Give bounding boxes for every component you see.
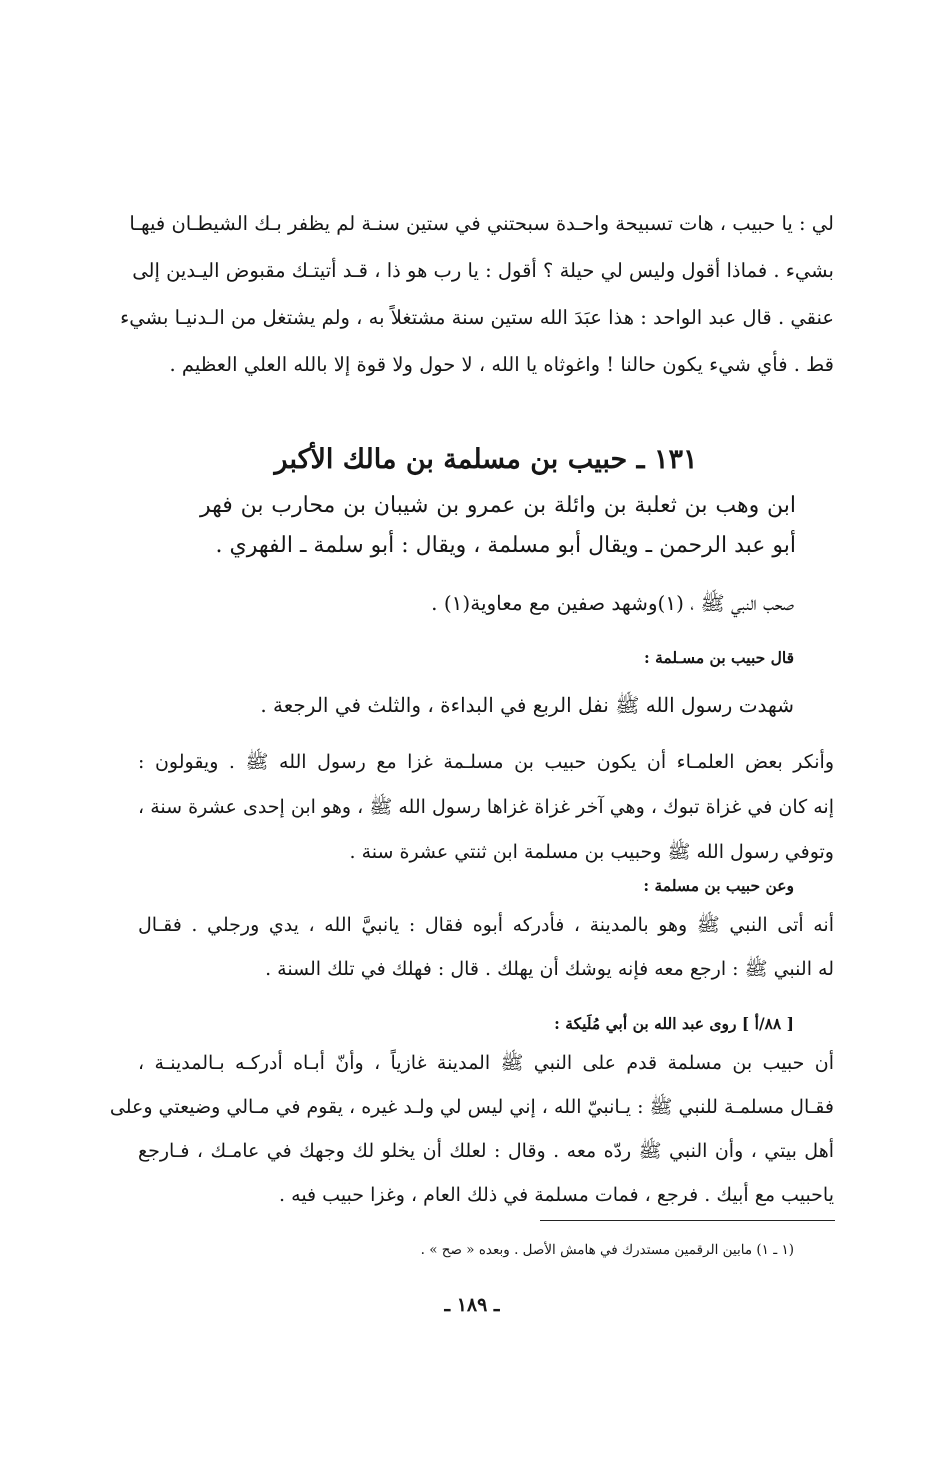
footnote: (١ ـ ١) مابين الرقمين مستدرك في هامش الأصل . وبعده « صح » . <box>420 1242 794 1258</box>
section2-line-3: وتوفي رسول الله ﷺ وحبيب بن مسلمة ابن ثنتي عشرة سنة . <box>349 841 834 863</box>
lineage-line-2: أبو عبد الرحمن ـ ويقال أبو مسلمة ، ويقال : أبو سلمة ـ الفهري . <box>215 533 796 558</box>
companion-text: صحب النبي ﷺ ، (١)وشهد صفين مع معاوية(١) . <box>431 591 794 615</box>
quote1-text: شهدت رسول الله ﷺ نفل الربع في البداءة ، والثلث في الرجعة . <box>260 693 794 717</box>
entry-title: ١٣١ ـ حبيب بن مسلمة بن مالك الأكبر <box>274 444 698 475</box>
quote3-line-3: أهل بيتي ، وأن النبي ﷺ ردّه معه . وقال : لعلك أن يخلو لك وجهك في عامـك ، فـارجع <box>138 1140 834 1162</box>
quote1-heading: قال حبيب بن مسـلمة : <box>643 648 794 667</box>
lineage-line-1: ابن وهب بن ثعلبة بن وائلة بن عمرو بن شيبان بن محارب بن فهر <box>200 493 796 518</box>
section2-paragraph <box>138 740 834 875</box>
intro-line-1: لي : يا حبيب ، هات تسبيحة واحـدة سبحتني في ستين سنـة لم يظفر بـك الشيطـان فيهـا <box>129 212 834 235</box>
quote3-line-4: ياحبيب مع أبيك . فرجع ، فمات مسلمة في ذلك العام ، وغزا حبيب فيه . <box>279 1184 834 1206</box>
quote2-line-2: له النبي ﷺ : ارجع معه فإنه يوشك أن يهلك . قال : فهلك في تلك السنة . <box>265 958 834 980</box>
section2-line-2: إنه كان في غزاة تبوك ، وهي آخر غزاة غزاها رسول الله ﷺ ، وهو ابن إحدى عشرة سنة ، <box>138 796 834 818</box>
quote2-paragraph <box>138 903 834 991</box>
section2-line-1: وأنكر بعض العلمـاء أن يكون حبيب بن مسلـمة غزا مع رسول الله ﷺ . ويقولون : <box>138 751 834 773</box>
footnote-divider <box>540 1220 835 1221</box>
quote1-paragraph <box>138 685 834 725</box>
quote2-heading: وعن حبيب بن مسلمة : <box>643 876 794 895</box>
quote3-heading: [ ٨٨/أ ] روى عبد الله بن أبي مُلَيكة : <box>554 1014 794 1033</box>
quote3-paragraph <box>109 1041 834 1217</box>
intro-line-4: قط . فأي شيء يكون حالنا ! واغوثاه يا الله ، لا حول ولا قوة إلا بالله العلي العظيم . <box>169 353 834 376</box>
intro-line-3: عنقي . قال عبد الواحد : هذا عبَدَ الله ستين سنة مشتغلاً به ، ولم يشتغل من الـدنيـا بشيء <box>120 306 834 329</box>
quote3-line-1: أن حبيب بن مسلمة قدم على النبي ﷺ المدينة غازياً ، وأنّ أبـاه أدركـه بـالمدينـة ، <box>138 1052 834 1074</box>
intro-paragraph <box>120 200 834 388</box>
page-number: ـ ١٨٩ ـ <box>444 1294 500 1316</box>
quote3-line-2: فقـال مسلمـة للنبي ﷺ : يـانبيّ الله ، إني ليس لي ولـد غيره ، يقوم في مـالي وضيعتي وعلى <box>109 1096 834 1118</box>
companion-line <box>138 583 834 623</box>
quote2-line-1: أنه أتى النبي ﷺ وهو بالمدينة ، فأدركه أبوه فقال : يانبيَّ الله ، يدي ورجلي . فقـال <box>138 914 834 936</box>
intro-line-2: بشيء . فماذا أقول وليس لي حيلة ؟ أقول : يا رب هو ذا ، قـد أتيتـك مقبوض اليـدين إلى <box>132 259 834 282</box>
